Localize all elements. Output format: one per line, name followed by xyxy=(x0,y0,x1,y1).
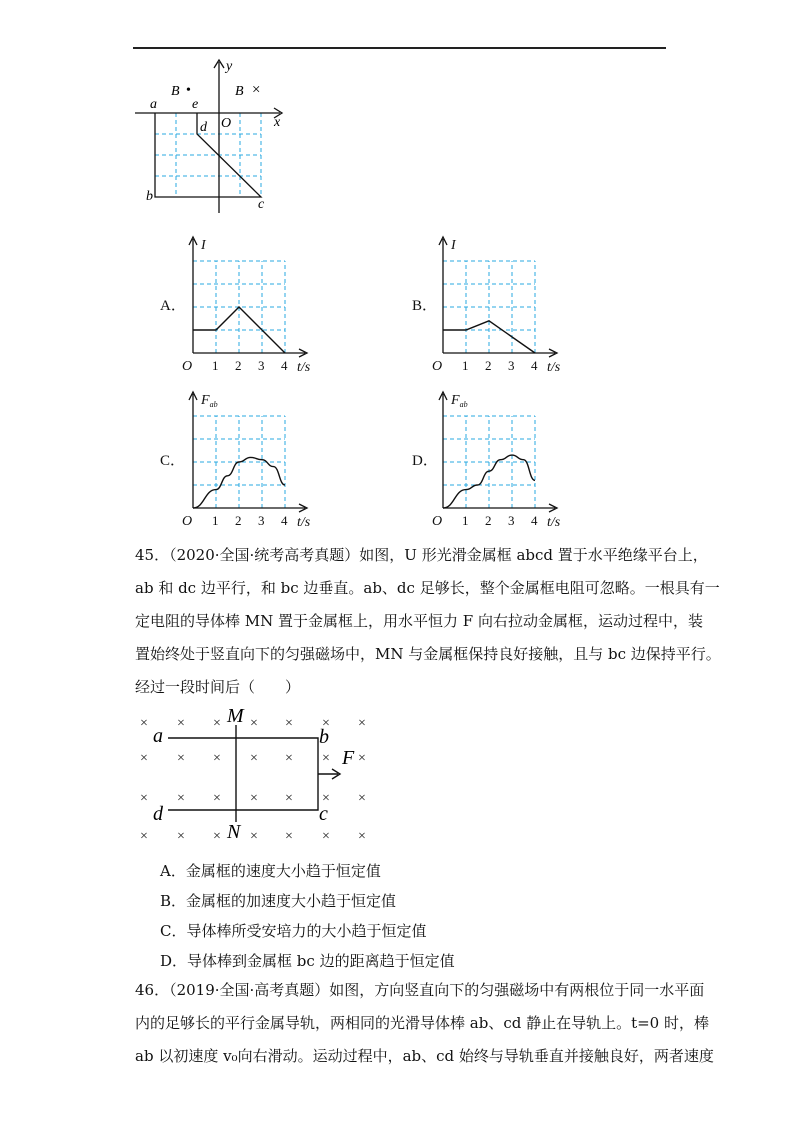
fig45-label-c: c xyxy=(319,803,328,825)
magnetic-field-cross: × xyxy=(213,791,221,806)
q45-option-c: C．导体棒所受安培力的大小趋于恒定值 xyxy=(160,922,427,940)
x-tick-label: 3 xyxy=(508,358,515,373)
x-tick-label: 4 xyxy=(531,513,538,528)
magnetic-field-cross: × xyxy=(140,716,148,731)
x-tick-label: 1 xyxy=(462,358,469,373)
magnetic-field-cross: × xyxy=(140,751,148,766)
magnetic-field-cross: × xyxy=(322,751,330,766)
magnetic-field-cross: × xyxy=(250,829,258,844)
magnetic-field-cross: × xyxy=(358,791,366,806)
magnetic-field-cross: × xyxy=(358,829,366,844)
fig45-label-a: a xyxy=(153,725,163,747)
magnetic-field-cross: × xyxy=(285,829,293,844)
y-axis-label: I xyxy=(201,238,206,253)
q46-line-3: ab 以初速度 v₀向右滑动。运动过程中，ab、cd 始终与导轨垂直并接触良好，两者速度 xyxy=(135,1047,714,1065)
magnetic-field-cross: × xyxy=(358,751,366,766)
fig45-label-b: b xyxy=(319,726,329,748)
x-tick-label: 3 xyxy=(258,513,265,528)
magnetic-field-cross: × xyxy=(213,716,221,731)
x-tick-label: 1 xyxy=(212,358,219,373)
x-tick-label: 4 xyxy=(281,513,288,528)
magnetic-field-cross: × xyxy=(177,791,185,806)
magnetic-field-cross: × xyxy=(213,751,221,766)
q45-option-a: A．金属框的速度大小趋于恒定值 xyxy=(160,862,381,880)
x-tick-label: 2 xyxy=(235,358,242,373)
magnetic-field-cross: × xyxy=(177,716,185,731)
fig44-label-d: d xyxy=(200,120,207,135)
fig45-label-N: N xyxy=(227,821,241,843)
q45-line-4: 置始终处于竖直向下的匀强磁场中，MN 与金属框保持良好接触，且与 bc 边保持平行。 xyxy=(135,645,721,663)
magnetic-field-cross: × xyxy=(250,751,258,766)
fig45-label-d: d xyxy=(153,803,163,825)
magnetic-field-cross: × xyxy=(213,829,221,844)
q46-line-1: 46．（2019·全国·高考真题）如图，方向竖直向下的匀强磁场中有两根位于同一水平面 xyxy=(135,981,705,999)
fig44-label-c: c xyxy=(258,197,265,212)
magnetic-field-cross: × xyxy=(285,791,293,806)
x-tick-label: 2 xyxy=(485,513,492,528)
fig44-dot-symbol: • xyxy=(186,83,191,98)
x-axis-label: t/s xyxy=(547,360,561,375)
magnetic-field-cross: × xyxy=(140,791,148,806)
option-letter: D． xyxy=(412,453,438,469)
fig45-label-F: F xyxy=(342,747,355,769)
x-tick-label: 1 xyxy=(462,513,469,528)
q46-line-2: 内的足够长的平行金属导轨，两相同的光滑导体棒 ab、cd 静止在导轨上。t=0 时，棒 xyxy=(135,1014,709,1032)
x-tick-label: 2 xyxy=(485,358,492,373)
fig44-label-a: a xyxy=(150,97,157,112)
q45-line-5: 经过一段时间后（ ） xyxy=(135,678,301,696)
magnetic-field-cross: × xyxy=(250,791,258,806)
fig44-label-y: y xyxy=(226,59,233,74)
magnetic-field-cross: × xyxy=(358,716,366,731)
option-letter: B． xyxy=(412,298,438,314)
magnetic-field-cross: × xyxy=(250,716,258,731)
fig44-label-O: O xyxy=(221,116,232,131)
q45-line-1: 45．（2020·全国·统考高考真题）如图，U 形光滑金属框 abcd 置于水平绝缘平台上， xyxy=(135,546,708,564)
magnetic-field-cross: × xyxy=(177,829,185,844)
magnetic-field-cross: × xyxy=(322,716,330,731)
origin-label: O xyxy=(432,359,443,374)
x-axis-label: t/s xyxy=(297,515,311,530)
y-axis-label: I xyxy=(451,238,456,253)
origin-label: O xyxy=(182,514,193,529)
x-tick-label: 3 xyxy=(508,513,515,528)
fig45-label-M: M xyxy=(227,705,244,727)
q45-option-b: B．金属框的加速度大小趋于恒定值 xyxy=(160,892,397,910)
y-axis-label: $F_{ab}$ xyxy=(451,393,468,409)
fig44-label-e: e xyxy=(192,97,199,112)
option-letter: A． xyxy=(160,298,186,314)
origin-label: O xyxy=(182,359,193,374)
magnetic-field-cross: × xyxy=(322,791,330,806)
q45-option-d: D．导体棒到金属框 bc 边的距离趋于恒定值 xyxy=(160,952,455,970)
q45-line-2: ab 和 dc 边平行，和 bc 边垂直。ab、dc 足够长，整个金属框电阻可忽略。一根具有一 xyxy=(135,579,720,597)
option-letter: C． xyxy=(160,453,186,469)
magnetic-field-cross: × xyxy=(285,751,293,766)
x-tick-label: 4 xyxy=(531,358,538,373)
x-tick-label: 2 xyxy=(235,513,242,528)
fig44-label-B-right: B xyxy=(235,84,244,99)
x-axis-label: t/s xyxy=(547,515,561,530)
origin-label: O xyxy=(432,514,443,529)
magnetic-field-cross: × xyxy=(177,751,185,766)
fig44-label-b: b xyxy=(146,189,153,204)
fig44-label-B-left: B xyxy=(171,84,180,99)
magnetic-field-cross: × xyxy=(285,716,293,731)
fig44-label-x: x xyxy=(274,115,281,130)
q45-line-3: 定电阻的导体棒 MN 置于金属框上，用水平恒力 F 向右拉动金属框，运动过程中，装 xyxy=(135,612,703,630)
x-axis-label: t/s xyxy=(297,360,311,375)
y-axis-label: $F_{ab}$ xyxy=(201,393,218,409)
magnetic-field-cross: × xyxy=(322,829,330,844)
x-tick-label: 1 xyxy=(212,513,219,528)
fig44-cross-symbol: × xyxy=(252,82,261,98)
x-tick-label: 3 xyxy=(258,358,265,373)
x-tick-label: 4 xyxy=(281,358,288,373)
magnetic-field-cross: × xyxy=(140,829,148,844)
